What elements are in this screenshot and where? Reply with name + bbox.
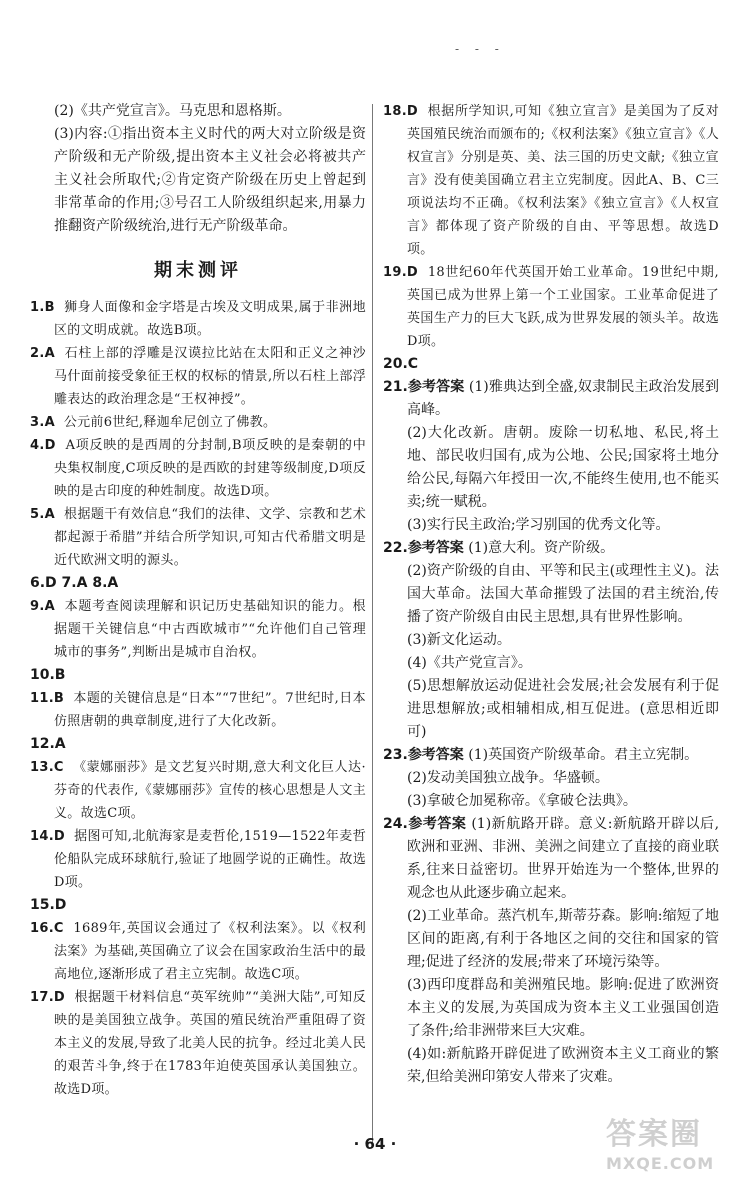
answer-item-1 [30, 296, 366, 342]
answer-text: 18世纪60年代英国开始工业革命。19世纪中期,英国已成为世界上第一个工业国家。工业革命促进了英国生产力的巨大飞跃,成为世界发展的领头羊。故选D项。 [407, 265, 719, 349]
answer-number: 23. [383, 747, 408, 763]
reference-answer-label: 参考答案 [407, 816, 467, 832]
answer-text: 公元前6世纪,释迦牟尼创立了佛教。 [63, 415, 277, 430]
watermark-url: MXQE.COM [606, 1154, 715, 1173]
answer-part: (3)实行民主政治;学习别国的优秀文化等。 [407, 517, 670, 533]
answer-number: 14.D [30, 829, 66, 844]
answer-item-5 [30, 503, 366, 572]
reference-answer-label: 参考答案 [407, 747, 464, 763]
answer-number: 21. [383, 379, 408, 395]
answer-part: (1)英国资产阶级革命。君主立宪制。 [468, 747, 699, 763]
reference-answer-label: 参考答案 [407, 379, 465, 395]
answer-text: 《蒙娜丽莎》是文艺复兴时期,意大利文化巨人达·芬奇的代表作,《蒙娜丽莎》宣传的核心思想是人文主义。故选C项。 [54, 760, 366, 821]
answer-part: (5)思想解放运动促进社会发展;社会发展有利于促进思想解放;或相辅相成,相互促进。(意思相近即可) [407, 678, 719, 740]
answer-part: (1)意大利。资产阶级。 [468, 540, 615, 556]
answer-cont-3: (3)内容:①指出资本主义时代的两大对立阶级是资产阶级和无产阶级,提出资本主义社会必将被共产主义社会所取代;②肯定资产阶级在历史上曾起到非常革命的作用;③号召工人阶级组织起来,用暴力推翻资产阶级统治,进行无产阶级革命。 [54, 126, 366, 234]
answer-number: 13.C [30, 760, 64, 775]
answer-item-17 [30, 986, 366, 1101]
answer-item-23 [383, 744, 719, 767]
answer-cont-2: (2)《共产党宣言》。马克思和恩格斯。 [54, 103, 291, 119]
answer-number: 1.B [30, 300, 55, 315]
watermark-text: 答案圈 [606, 1117, 702, 1152]
header-marks: - - - [455, 42, 505, 56]
answer-text: 根据题干材料信息“英军统帅”“美洲大陆”,可知反映的是美国独立战争。英国的殖民统治严重阻碍了资本主义的发展,导致了北美人民的抗争。经过北美人民的艰苦斗争,终于在1783年迫使英国承认美国独立。故选D项。 [54, 990, 366, 1097]
answer-part: (2)大化改新。唐朝。废除一切私地、私民,将土地、部民收归国有,成为公地、公民;国家将土地分给公民,每隔六年授田一次,不能终生使用,也不能买卖;统一赋税。 [407, 425, 719, 510]
watermark-logo [606, 1118, 736, 1180]
answer-number: 19.D [383, 265, 419, 280]
answer-text: 狮身人面像和金字塔是古埃及文明成果,属于非洲地区的文明成就。故选B项。 [54, 300, 366, 338]
reference-answer-label: 参考答案 [407, 540, 464, 556]
answer-item-12: 12.A [30, 736, 66, 752]
answer-text: 1689年,英国议会通过了《权利法案》。以《权利法案》为基础,英国确立了议会在国家政治生活中的最高地位,逐渐形成了君主立宪制。故选C项。 [54, 921, 366, 982]
answer-number: 11.B [30, 691, 65, 706]
answer-number: 16.C [30, 921, 64, 936]
answer-part: (3)新文化运动。 [407, 632, 511, 648]
answer-item-19 [383, 261, 719, 353]
answer-text: 根据题干有效信息“我们的法律、文学、宗教和艺术都起源于希腊”并结合所学知识,可知古代希腊文明是近代欧洲文明的源头。 [54, 507, 366, 568]
answer-item-22 [383, 537, 719, 560]
answer-part: (2)工业革命。蒸汽机车,斯蒂芬森。影响:缩短了地区间的距离,有利于各地区之间的交往和国家的管理;促进了经济的发展;带来了环境污染等。 [407, 908, 719, 970]
answer-item-21 [383, 376, 719, 422]
answer-item-24 [383, 813, 719, 905]
answer-number: 4.D [30, 438, 56, 453]
answer-text: 本题考查阅读理解和识记历史基础知识的能力。根据题干关键信息“中古西欧城市”“允许他们自己管理城市的事务”,判断出是城市自治权。 [54, 599, 366, 660]
answer-number: 2.A [30, 346, 55, 361]
answer-item-2 [30, 342, 366, 411]
answer-part: (1)新航路开辟。意义:新航路开辟以后,欧洲和亚洲、非洲、美洲之间建立了直接的商业联系,往来日益密切。世界开始连为一个整体,世界的观念也从此逐步确立起来。 [407, 816, 720, 901]
answer-item-9 [30, 595, 366, 664]
answer-number: 5.A [30, 507, 55, 522]
answer-number: 22. [383, 540, 408, 556]
answer-item-11 [30, 687, 366, 733]
answer-text: 石柱上部的浮雕是汉谟拉比站在太阳和正义之神沙马什面前接受象征王权的权标的情景,所以石柱上部浮雕表达的政治理念是“王权神授”。 [54, 346, 366, 407]
answer-part: (2)资产阶级的自由、平等和民主(或理性主义)。法国大革命。法国大革命摧毁了法国的君主统治,传播了资产阶级自由民主思想,具有世界性影响。 [407, 563, 719, 625]
answer-item-4 [30, 434, 366, 503]
column-divider [372, 104, 373, 1144]
answer-number: 18.D [383, 104, 419, 119]
answer-part: (2)发动美国独立战争。华盛顿。 [407, 770, 609, 786]
answer-number: 17.D [30, 990, 66, 1005]
answer-text: 本题的关键信息是“日本”“7世纪”。7世纪时,日本仿照唐朝的典章制度,进行了大化改新。 [54, 691, 366, 729]
answer-part: (3)西印度群岛和美洲殖民地。影响:促进了欧洲资本主义的发展,为英国成为资本主义工业强国创造了条件;给非洲带来巨大灾难。 [407, 977, 719, 1039]
answer-text: A项反映的是西周的分封制,B项反映的是秦朝的中央集权制度,C项反映的是西欧的封建等级制度,D项反映的是古印度的种姓制度。故选D项。 [54, 438, 366, 499]
answer-number: 24. [383, 816, 408, 832]
section-title: 期末测评 [154, 260, 242, 281]
answer-item-18 [383, 100, 719, 261]
answer-items-6-8: 6.D 7.A 8.A [30, 575, 119, 591]
answer-item-14 [30, 825, 366, 894]
answer-part: (4)《共产党宣言》。 [407, 655, 532, 671]
answer-item-20: 20.C [383, 356, 419, 372]
answer-number: 9.A [30, 599, 55, 614]
answer-part: (3)拿破仑加冕称帝。《拿破仑法典》。 [407, 793, 637, 809]
answer-item-3 [30, 411, 366, 434]
right-column [383, 100, 719, 1089]
answer-item-15: 15.D [30, 897, 67, 913]
answer-item-13 [30, 756, 366, 825]
answer-number: 3.A [30, 415, 55, 430]
answer-text: 据图可知,北航海家是麦哲伦,1519—1522年麦哲伦船队完成环球航行,验证了地圆学说的正确性。故选D项。 [54, 829, 366, 890]
answer-item-16 [30, 917, 366, 986]
answer-text: 根据所学知识,可知《独立宣言》是美国为了反对英国殖民统治而颁布的;《权利法案》《独立宣言》《人权宣言》分别是英、美、法三国的历史文献;《独立宣言》没有使美国确立君主立宪制度。因此A、B、C三项说法均不正确。《权利法案》《独立宣言》《人权宣言》都体现了资产阶级的自由、平等思想。故选D项。 [407, 104, 719, 257]
answer-item-10: 10.B [30, 667, 66, 683]
page-number: · 64 · [353, 1135, 397, 1153]
answer-part: (4)如:新航路开辟促进了欧洲资本主义工商业的繁荣,但给美洲印第安人带来了灾难。 [407, 1046, 719, 1085]
left-column [30, 100, 366, 1101]
answer-part: (1)雅典达到全盛,奴隶制民主政治发展到高峰。 [407, 379, 720, 418]
